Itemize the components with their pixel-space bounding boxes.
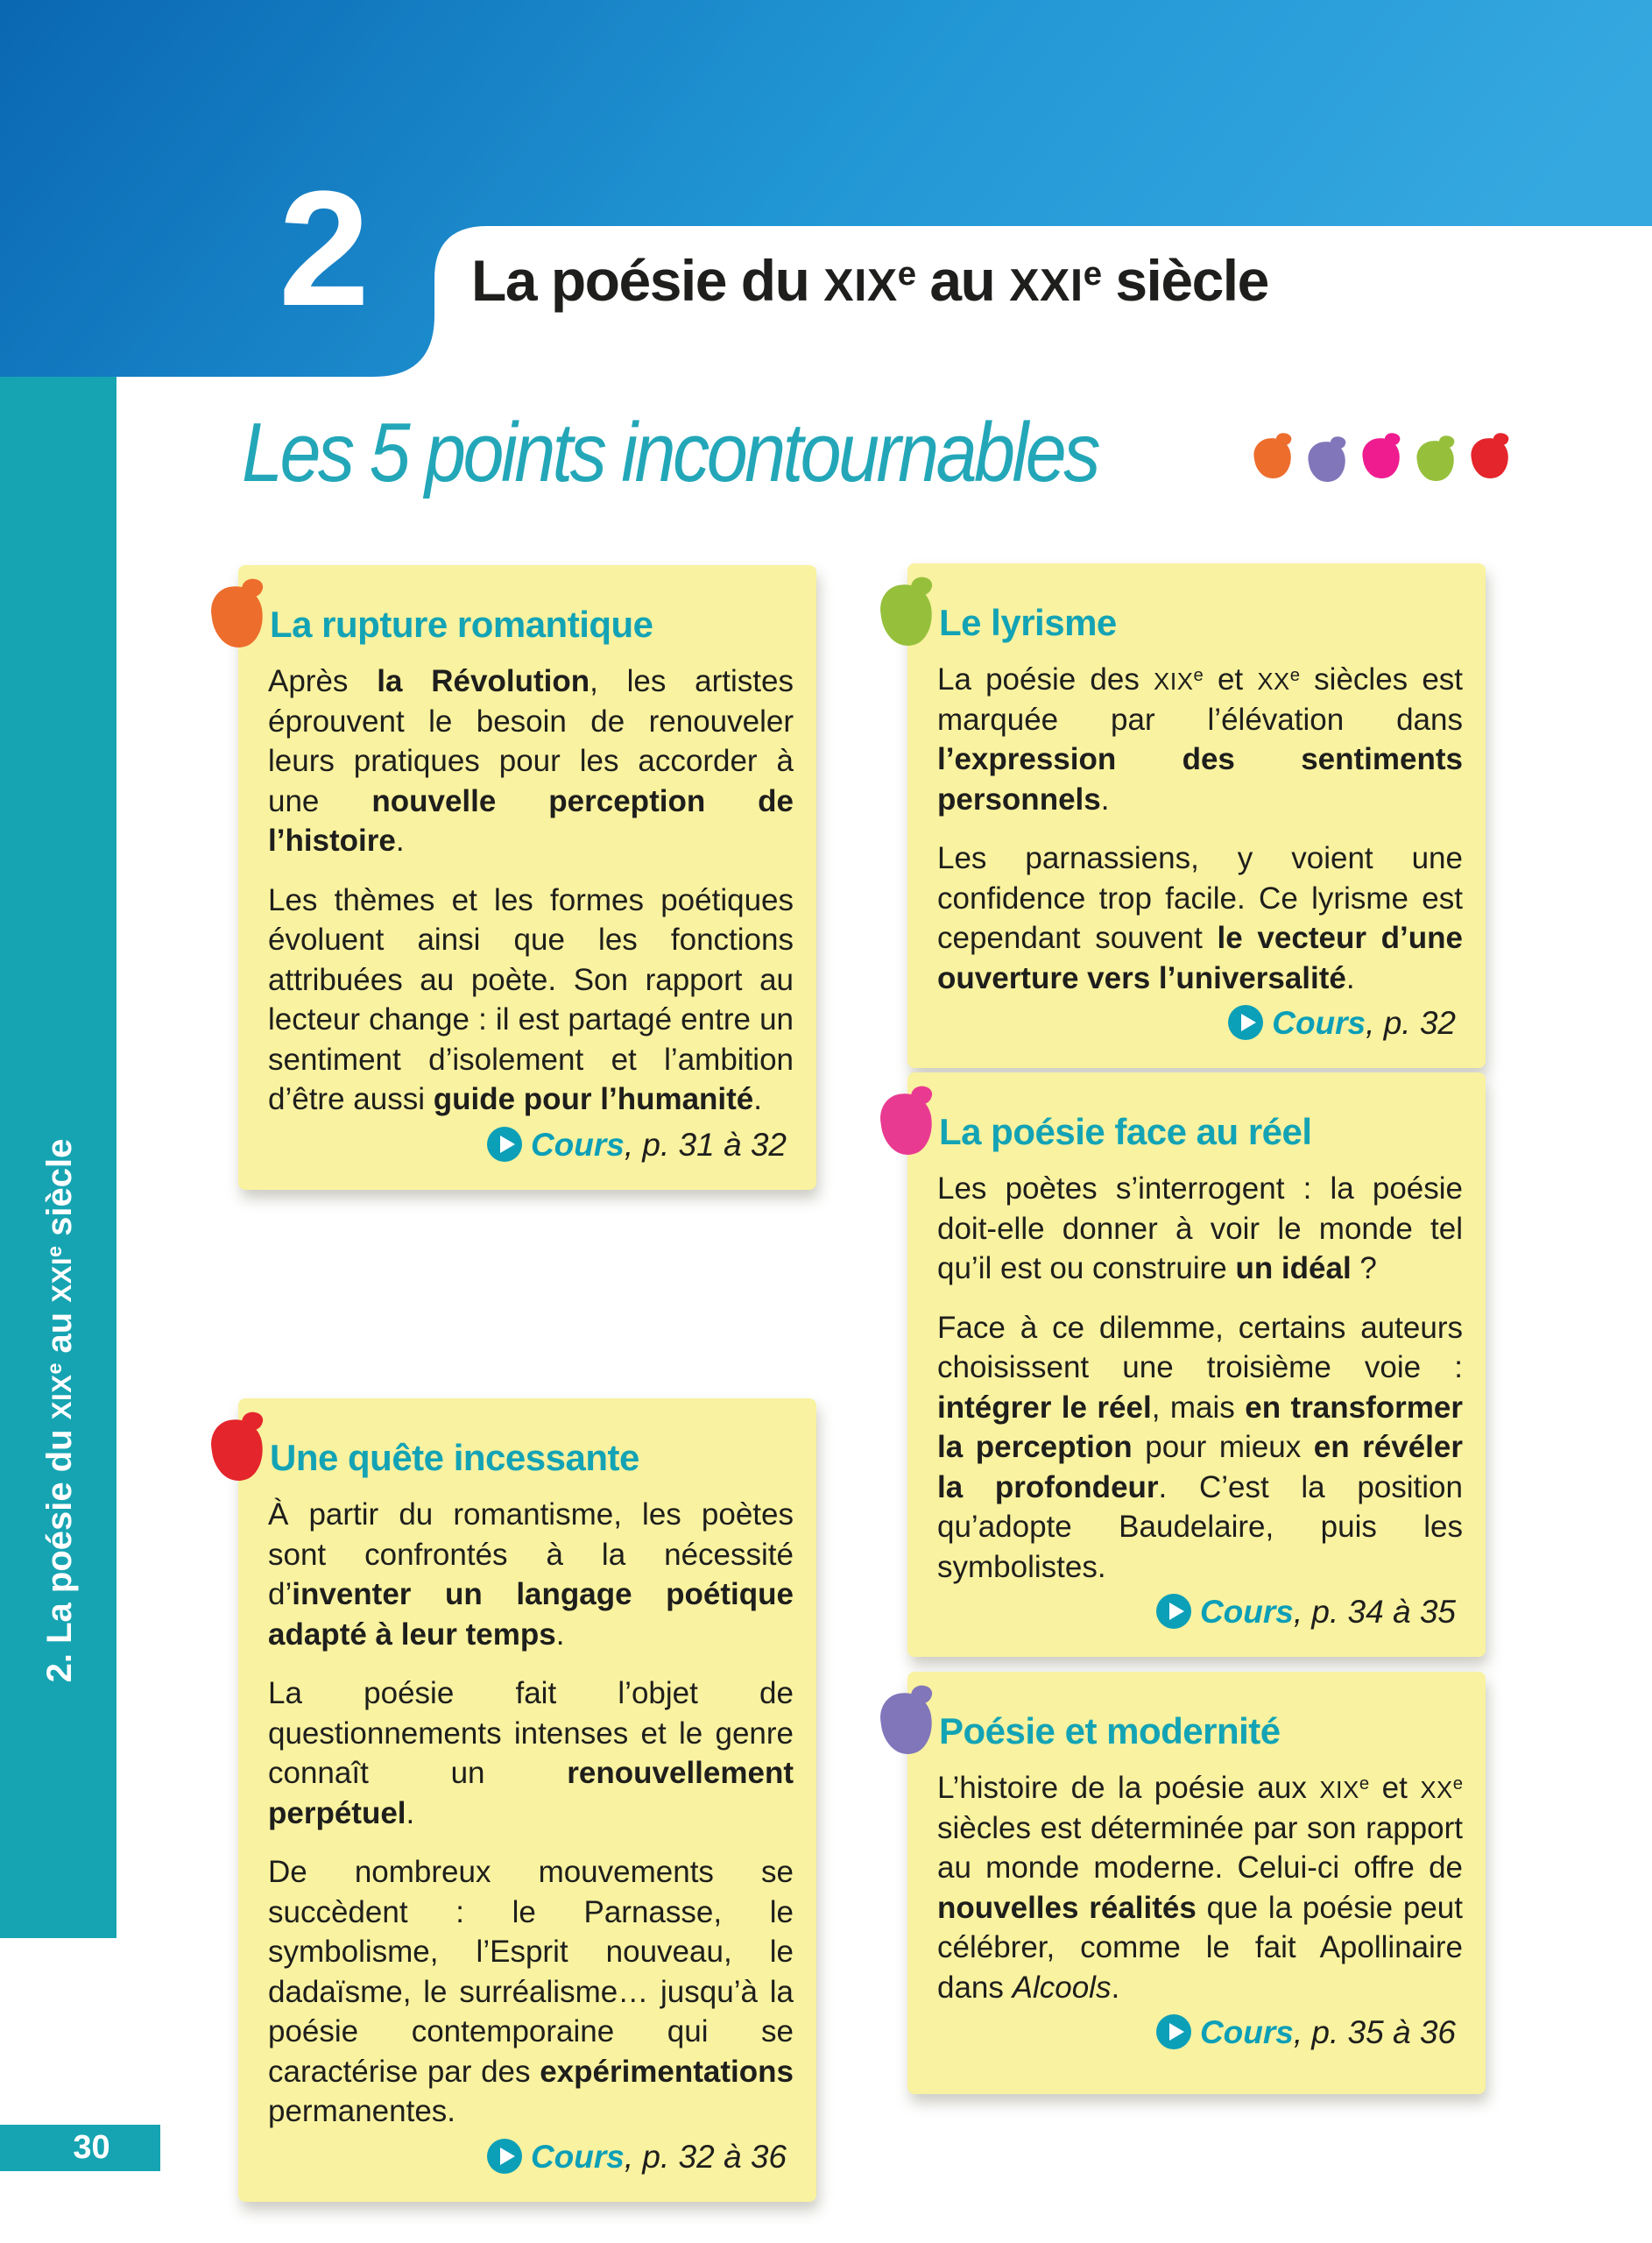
text-run: Alcools — [1012, 1970, 1112, 2005]
text-run: e — [897, 254, 915, 293]
text-run: , les artistes éprouvent le besoin de renouveler leurs pratiques pour les accorder à une — [268, 664, 794, 818]
text-run: Les parnassiens, y voient une confidence trop facile. Ce lyrisme est cependant souvent — [937, 841, 1463, 955]
text-run: La poésie des — [937, 662, 1154, 697]
text-run: . — [555, 1617, 565, 1652]
cours-pages: , p. 32 à 36 — [624, 2138, 787, 2175]
text-run: en transformer la perception — [937, 1390, 1463, 1464]
card-paragraph — [937, 838, 1463, 998]
text-run: au — [914, 248, 1010, 313]
text-run: XIX — [46, 1374, 77, 1420]
text-run: un idéal — [1235, 1251, 1352, 1285]
cours-label: Cours — [530, 2138, 625, 2175]
text-run: e — [1289, 666, 1301, 686]
text-run: l’expression des sentiments personnels — [937, 742, 1463, 817]
page-title — [471, 247, 1268, 314]
text-run: . — [753, 1082, 763, 1116]
page-number-badge: 30 — [0, 2125, 160, 2171]
text-run: . — [1111, 1970, 1120, 2005]
card-bullet-blob-icon — [877, 581, 935, 648]
subtitle-dot-icon — [1306, 439, 1348, 484]
header-banner — [0, 0, 1652, 377]
text-run: La poésie du — [471, 248, 824, 313]
card-paragraph — [268, 1495, 794, 1654]
text-run: intégrer le réel — [937, 1390, 1152, 1425]
card-paragraph — [268, 662, 794, 861]
text-run: . — [1345, 960, 1355, 995]
key-point-card — [907, 1072, 1486, 1657]
text-run: XXI — [46, 1256, 77, 1303]
key-point-card — [907, 1672, 1486, 2094]
text-run: e — [42, 1362, 66, 1375]
text-run: L’histoire de la poésie aux — [937, 1771, 1320, 1805]
cours-pages: , p. 34 à 35 — [1293, 1594, 1456, 1630]
text-run: À partir du romantisme, les poètes sont confrontés à la nécessité d’ — [268, 1497, 794, 1611]
cours-label: Cours — [1272, 1005, 1366, 1041]
text-run: Les poètes s’interrogent : la poésie doit-elle donner à voir le monde tel qu’il est ou construire — [937, 1171, 1463, 1285]
card-paragraph — [268, 1852, 794, 2132]
play-icon — [1156, 2014, 1191, 2049]
cours-reference — [268, 2139, 794, 2176]
play-icon — [1228, 1005, 1263, 1040]
card-paragraph — [937, 1768, 1463, 2007]
card-title: Une quête incessante — [270, 1437, 639, 1478]
key-point-card — [907, 563, 1486, 1068]
card-body — [268, 662, 794, 1120]
text-run: siècle — [40, 1138, 79, 1246]
cours-reference — [268, 1127, 794, 1164]
text-run: expérimentations — [540, 2054, 794, 2089]
key-point-card — [238, 565, 816, 1190]
card-title: La poésie face au réel — [939, 1111, 1312, 1152]
text-run: e — [42, 1245, 66, 1257]
card-body — [937, 1169, 1463, 1587]
cours-pages: , p. 35 à 36 — [1293, 2014, 1456, 2050]
text-run: XIX — [1319, 1776, 1359, 1803]
text-run: Après — [268, 664, 378, 698]
subtitle-dot-icon — [1360, 435, 1402, 480]
card-paragraph — [268, 1673, 794, 1833]
card-paragraph — [937, 1169, 1463, 1289]
text-run: que la poésie peut célébrer, comme le fait Apollinaire dans — [937, 1890, 1464, 2005]
card-body — [937, 1768, 1463, 2007]
text-run: e — [1359, 1774, 1370, 1794]
text-run: siècles est déterminée par son rapport au monde moderne. Celui-ci offre de — [937, 1810, 1463, 1885]
card-bullet-blob-icon — [208, 583, 266, 650]
card-title: Poésie et modernité — [939, 1710, 1281, 1751]
play-icon — [1156, 1594, 1191, 1629]
cours-pages: , p. 31 à 32 — [624, 1126, 787, 1163]
play-icon — [487, 1127, 522, 1162]
text-run: e — [1193, 666, 1204, 686]
text-run: XX — [1257, 668, 1290, 695]
cours-reference — [937, 2014, 1463, 2051]
section-subtitle: Les 5 points incontournables — [242, 406, 1098, 499]
card-bullet-blob-icon — [208, 1416, 266, 1483]
cours-reference — [937, 1594, 1463, 1631]
text-run: , mais — [1151, 1390, 1246, 1425]
chapter-number: 2 — [279, 157, 367, 340]
text-run: guide pour l’humanité — [433, 1082, 754, 1116]
text-run: XIX — [823, 259, 898, 310]
text-run: en révéler la profondeur — [937, 1430, 1463, 1504]
card-bullet-blob-icon — [877, 1689, 935, 1757]
text-run: . C’est la position qu’adopte Baudelaire, puis les symbolistes. — [937, 1469, 1463, 1584]
text-run: inventer un langage poétique adapté à leur temps — [268, 1577, 794, 1652]
text-run: siècle — [1100, 248, 1268, 313]
card-paragraph — [937, 660, 1463, 819]
text-run: Les thèmes et les formes poétiques évoluent ainsi que les fonctions attribuées au poète. Son rapport au lecteur change : il est partagé entre un sentiment d’isolement et l’ambition d’être aussi — [268, 882, 794, 1116]
text-run: XXI — [1009, 259, 1084, 310]
text-run: La poésie fait l’objet de questionnements intenses et le genre connaît un — [268, 1676, 794, 1790]
text-run: XX — [1420, 1776, 1453, 1803]
sidebar-vertical-title — [31, 1073, 88, 1748]
text-run: nouvelles réalités — [937, 1890, 1197, 1925]
text-run: e — [1083, 254, 1101, 293]
text-run: . — [406, 1795, 415, 1830]
subtitle-dot-icon — [1415, 438, 1457, 483]
cours-label: Cours — [530, 1126, 625, 1163]
text-run: . — [1100, 782, 1110, 817]
text-run: nouvelle perception de l’histoire — [268, 783, 794, 858]
text-run: le vecteur d’une ouverture vers l’universalité — [937, 921, 1463, 995]
text-run: et — [1369, 1771, 1421, 1805]
card-body — [937, 660, 1463, 998]
play-icon — [487, 2139, 522, 2174]
card-body — [268, 1495, 794, 2132]
subtitle-dot-icon — [1469, 435, 1511, 480]
key-point-card — [238, 1398, 816, 2202]
cours-label: Cours — [1199, 1594, 1294, 1630]
text-run: XIX — [1154, 668, 1194, 695]
card-paragraph — [937, 1308, 1463, 1588]
text-run: 2. La poésie du — [40, 1419, 79, 1683]
text-run: au — [40, 1302, 79, 1363]
card-title: La rupture romantique — [270, 604, 653, 645]
text-run: ? — [1351, 1251, 1377, 1285]
text-run: Face à ce dilemme, certains auteurs choisissent une troisième voie : — [937, 1310, 1463, 1384]
text-run: et — [1203, 662, 1258, 697]
cours-label: Cours — [1199, 2014, 1294, 2050]
subtitle-dots — [1254, 438, 1526, 483]
card-paragraph — [268, 881, 794, 1120]
text-run: pour mieux — [1132, 1430, 1314, 1464]
cours-reference — [937, 1005, 1463, 1042]
text-run: siècles est marquée par l’élévation dans — [937, 662, 1464, 737]
text-run: la Révolution — [377, 664, 590, 698]
subtitle-dot-icon — [1252, 435, 1294, 480]
text-run: renouvellement perpétuel — [268, 1756, 794, 1830]
text-run: permanentes. — [268, 2094, 456, 2128]
card-title: Le lyrisme — [939, 602, 1117, 643]
text-run: e — [1452, 1774, 1464, 1794]
card-bullet-blob-icon — [877, 1090, 935, 1157]
cours-pages: , p. 32 — [1366, 1005, 1456, 1041]
text-run: De nombreux mouvements se succèdent : le Parnasse, le symbolisme, l’Esprit nouveau, le dadaïsme, le surréalisme… jusqu’à la poésie contemporaine qui se caractérise par des — [268, 1855, 794, 2089]
text-run: . — [395, 824, 405, 858]
